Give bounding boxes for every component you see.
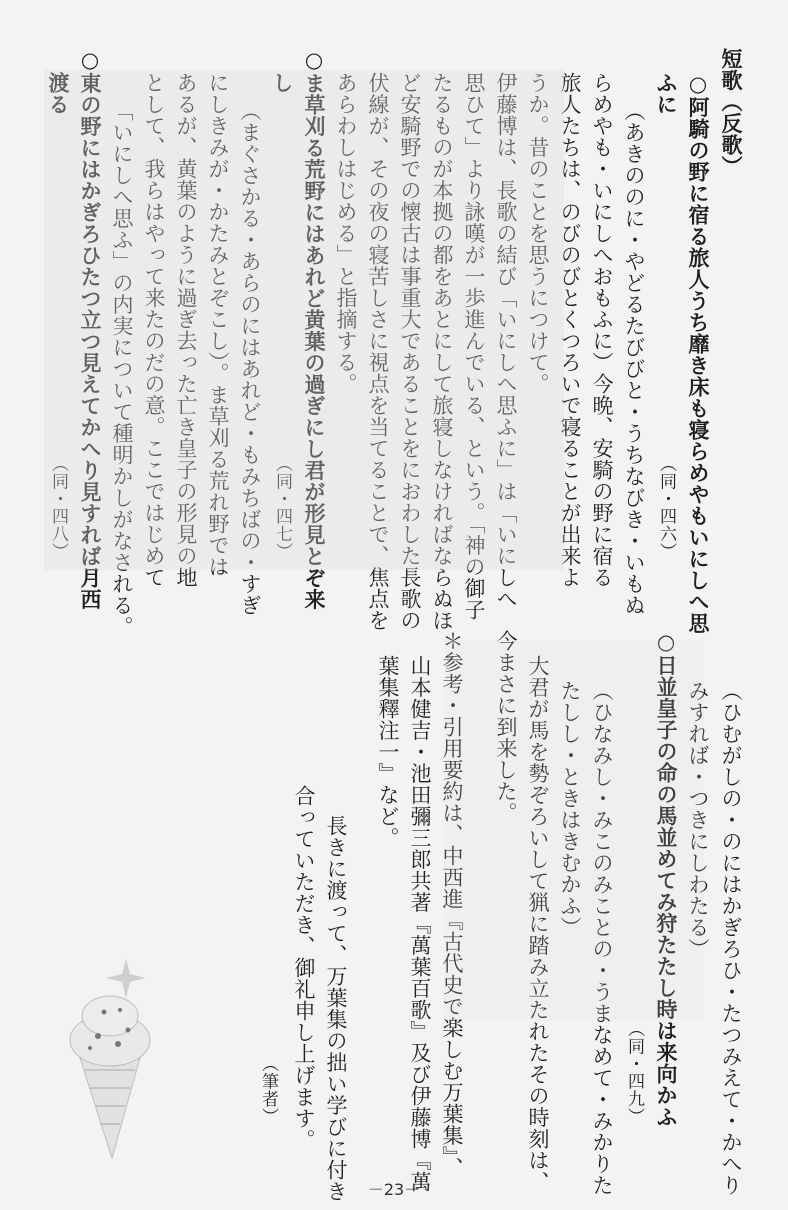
text-column: （同・四八） [48, 455, 68, 560]
text-column: あらわしはじめる」と指摘する。 [334, 72, 358, 395]
text-column: あるが、黄葉のように過ぎ去った亡き皇子の形見の地 [174, 72, 198, 588]
text-column: 合っていただき、御礼申し上げます。 [292, 785, 316, 1151]
text-column: にしきみが・かたみとぞこし）。ま草刈る荒れ野では [206, 72, 230, 578]
bleed-through-left [44, 70, 564, 570]
text-column: 長きに渡って、万葉集の拙い学びに付き [324, 815, 348, 1202]
text-column: たしし・ときはきむかふ） [558, 680, 582, 938]
text-column: ＊参考・引用要約は、中西進『古代史で楽しむ万葉集』、 [440, 630, 464, 1179]
text-column: 大君が馬を勢ぞろいして猟に踏み立たれたその時刻は、 [526, 655, 550, 1193]
text-column: （ひむがしの・のにはかぎろひ・たつみえて・かへり [719, 680, 743, 1196]
text-column: として、我らはやって来たのだの意。ここではじめて [142, 72, 166, 588]
text-column: 短歌（反歌） [719, 48, 743, 177]
text-column: ふに [654, 72, 678, 115]
text-column: 渡る [46, 72, 70, 115]
text-column: （筆者） [258, 1055, 278, 1125]
text-column: たるものが本拠の都をあとにして旅寝しなければならぬほ [430, 72, 454, 631]
text-column: 「いにしへ思ふ」の内実について種明かしがなされる。 [110, 100, 134, 638]
text-column: ○ま草刈る荒野にはあれど黄葉の過ぎにし君が形見とぞ来 [302, 48, 326, 610]
text-column: 伏線が、その夜の寝苦しさに視点を当てることで、焦点を [366, 72, 390, 631]
text-column: ○日並皇子の命の馬並めてみ狩たたし時は来向かふ [654, 630, 678, 1128]
text-column: ○東の野にはかぎろひたつ立つ見えてかへり見すれば月西 [78, 48, 102, 610]
text-column: 思ひて」より詠嘆が一歩進んでいる、という。「神の御子 [462, 72, 486, 621]
ice-cream-illustration [40, 940, 170, 1160]
text-column: 山本健吉・池田彌三郎共著『萬葉百歌』及び伊藤博『萬 [408, 655, 432, 1193]
bleed-through-bottom [444, 640, 704, 1020]
text-column: 葉集釋注一』など。 [376, 655, 400, 849]
text-column: （同・四六） [656, 455, 676, 560]
text-column: （ひなみし・みこのみことの・うまなめて・みかりた [590, 680, 614, 1196]
text-column: し [270, 72, 294, 94]
text-column: 今まさに到来した。 [494, 630, 518, 824]
text-column: みすれば・つきにしわたる） [686, 680, 710, 960]
text-column: （同・四九） [624, 1020, 644, 1125]
text-column: （同・四七） [272, 455, 292, 560]
text-column: らめやも・いにしへおもふに）今晩、安騎の野に宿る [590, 72, 614, 588]
text-column: ○阿騎の野に宿る旅人うち靡き床も寝らめやもいにしへ思 [686, 72, 710, 634]
text-column: うか。昔のことを思うにつけて。 [526, 72, 550, 395]
text-column: 伊藤博は、長歌の結び「いにしへ思ふに」は「いにしへ [494, 72, 518, 610]
text-column: ど安騎野での懐古は事重大であることをにおわした長歌の [398, 72, 422, 631]
text-column: （あきののに・やどるたびびと・うちなびき・いもぬ [622, 100, 646, 616]
text-column: （まぐさかる・あらのにはあれど・もみちばの・すぎ [238, 100, 262, 616]
page-number: －23－ [367, 1180, 421, 1199]
text-column: 旅人たちは、のびのびとくつろいで寝ることが出来よ [558, 72, 582, 588]
